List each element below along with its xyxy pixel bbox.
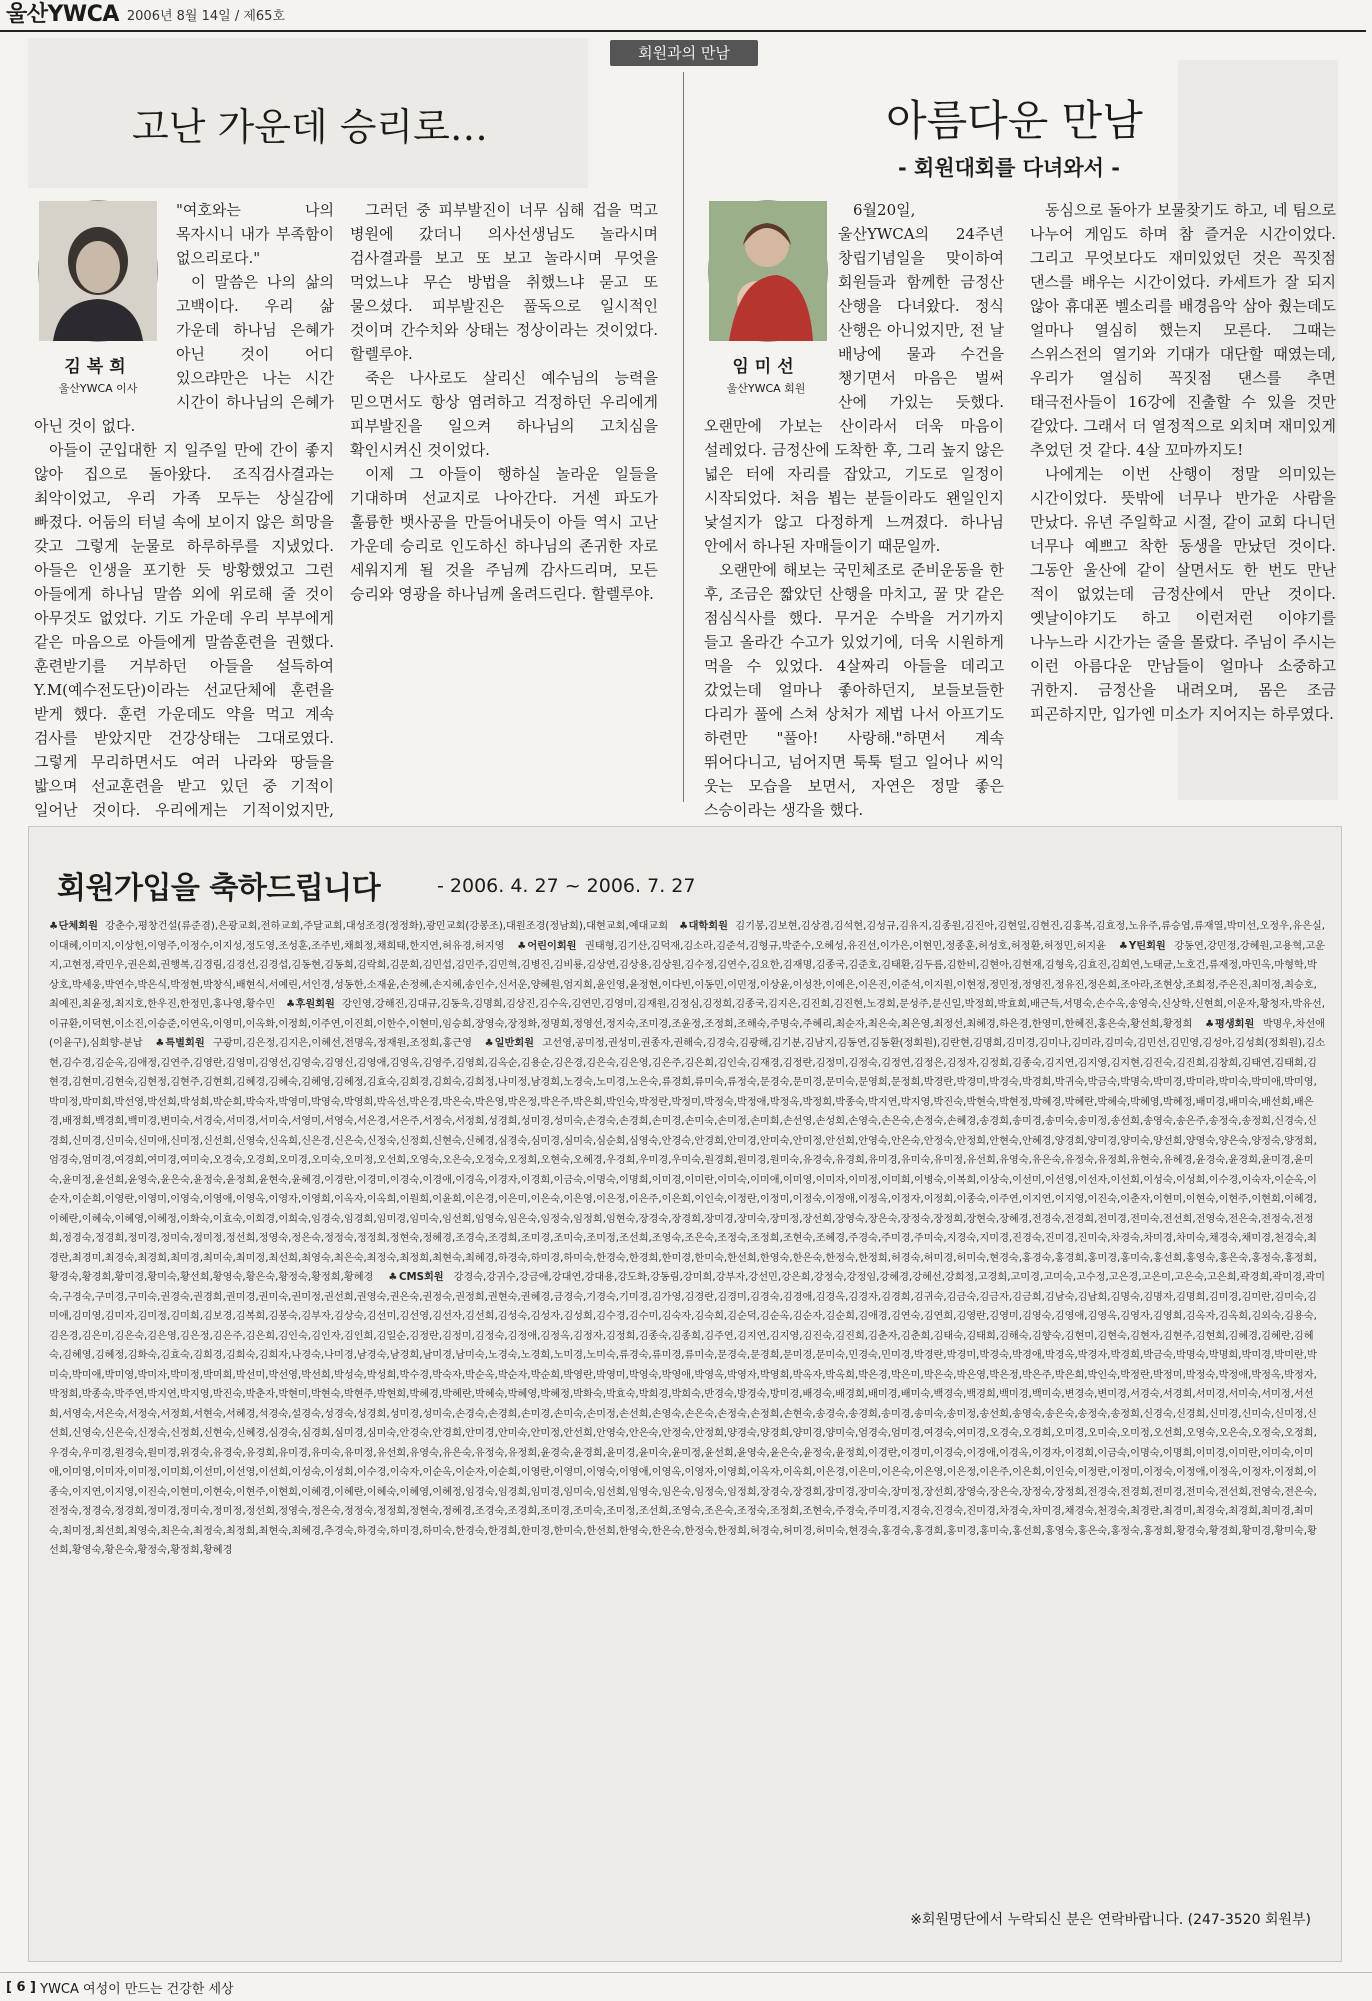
- right-article-column-1: [704, 198, 1004, 819]
- members-list: [49, 917, 1325, 1863]
- left-article-column-1: [34, 198, 334, 819]
- left-article-paragraph: "여호와는 나의 목자시니 내가 부족함이 없으리로다.": [176, 201, 334, 267]
- member-names: 구광미,김은정,김지은,이혜선,전명옥,정재원,조정희,홍근영: [213, 1038, 472, 1049]
- member-names: 권태형,김기산,김덕재,김소라,김준석,김형규,박준수,오혜성,유진선,이가은,이현민,정종훈,허성호,허정환,허정민,허지윤: [585, 940, 1106, 952]
- member-names: 김기봉,김보현,김상겸,김석현,김성규,김유지,김종원,김진아,김현일,김현진,김홍복,김효정,노유주,류승엽,류재열,박미선,오정우,유은실,이대혜,이미지,이상헌,이영주,이정수,이지성,정도영,조성훈,조주빈,채희정,채희태,한지연,허유경,허지영: [49, 921, 1325, 952]
- right-article-subtitle: - 회원대회를 다녀와서 -: [898, 156, 1120, 180]
- member-category-label: ♣CMS회원: [388, 1272, 444, 1283]
- masthead: [0, 0, 1366, 32]
- member-category-label: ♣어린이회원: [517, 940, 577, 952]
- left-article-paragraph: 그러던 중 피부발진이 너무 심해 겁을 먹고 병원에 갔더니 의사선생님도 놀라시며 검사결과를 보고 또 보고 놀라시며 무엇을 먹었느냐 무슨 방법을 취했느냐 묻고 또 물으셨다. 피부발진은 풀독으로 일시적인 것이며 간수치와 상태는 정상이라는 것이었다. 할렐루야.: [350, 201, 658, 363]
- left-article-paragraph: 이 말씀은 나의 삶의 고백이다. 우리 삶 가운데 하나님 은혜가 아닌 것이 어디 있으랴만은 나는 시간 시간이 하나님의 은혜가 아닌 것이 없다.: [34, 273, 334, 435]
- photo-wrap-space: [34, 198, 176, 398]
- member-names: 강동연,강민정,강혜원,고용혁,고운지,고현정,곽민우,권은희,권행복,김경림,김경선,김경섭,김동현,김동희,김락희,김문희,김민섭,김민주,김민혁,김병진,김비룡,김상연,김상용,김상원,김수정,김연수,김요한,김재명,김종국,김준호,김태환,김두름,김한비,김현아,김현재,김형욱,김효진,김희연,노태균,노호건,류재정,마민옥,마형학,박상호,박세웅,박연수,박은식,박정현,박창식,배현식,서예린,서인경,성동한,소재윤,손정혜,손지혜,송인수,신서운,양혜원,엄지희,윤인영,윤정현,이다빈,이동민,이민정,이상윤,이성찬,이예은,이은진,이준석,이지원,이현정,정민정,정영진,정유진,정은희,조아라,조현상,조희정,주은진,최미정,최승호,최예진,최윤정,최지호,한우진,한정민,홍나영,황수민: [49, 940, 1326, 1010]
- section-label: 회원과의 만남: [610, 40, 758, 66]
- member-names: 강경숙,강귀수,강금애,강대연,강대용,강도화,강동림,강미희,강부자,강선민,강은희,강정숙,강정임,강혜경,강혜선,강희정,고경희,고미경,고미숙,고수정,고은경,고은미,고은숙,고은희,곽경희,곽미경,곽미숙,구경숙,구미경,구미숙,권경숙,권경희,권미경,권미숙,권미정,권선희,권영숙,권은숙,권정숙,권정희,권현숙,권혜경,금경숙,기경숙,기미경,김가영,김경란,김경미,김경숙,김경애,김경옥,김경자,김경희,김귀숙,김금숙,김금자,김금희,김남숙,김남희,김명숙,김명자,김명희,김미경,김미란,김미숙,김미애,김미영,김미자,김미정,김미희,김보경,김복희,김봉숙,김부자,김상숙,김선미,김선영,김선자,김선희,김성숙,김성자,김성희,김수경,김수미,김숙자,김숙희,김순덕,김순옥,김순자,김순희,김애경,김연숙,김연희,김영란,김영미,김영숙,김영애,김영옥,김영자,김영희,김옥자,김옥희,김외숙,김용숙,김은경,김은미,김은숙,김은영,김은정,김은주,김은희,김인숙,김인자,김인희,김일순,김정란,김정미,김정숙,김정애,김정옥,김정자,김정희,김종숙,김종희,김주연,김지연,김지영,김진숙,김진희,김춘자,김춘희,김태숙,김태희,김해숙,김향숙,김현미,김현숙,김현자,김현주,김현희,김혜경,김혜란,김혜숙,김혜영,김혜정,김화숙,김효숙,김희경,김희숙,김희자,나경숙,나미경,남경숙,남경희,남미경,남미숙,노경숙,노경희,노미경,노미숙,류경숙,류미경,류미숙,문경숙,문경희,문미경,문미숙,민경숙,민미경,박경란,박경미,박경숙,박경애,박경옥,박경자,박경희,박금숙,박명숙,박명희,박미경,박미란,박미숙,박미애,박미영,박미자,박미정,박미희,박선미,박선영,박선희,박성숙,박성희,박수경,박숙자,박순옥,박순자,박순희,박영란,박영미,박영숙,박영애,박영옥,박영자,박영희,박옥자,박옥희,박은경,박은미,박은숙,박은영,박은정,박은주,박은희,박인숙,박정란,박정미,박정숙,박정애,박정옥,박정자,박정희,박종숙,박주연,박지연,박지영,박진숙,박춘자,박현미,박현숙,박현주,박현희,박혜경,박혜란,박혜숙,박혜영,박혜정,박화숙,박효숙,박희경,박희숙,반경숙,방경숙,방미경,배경숙,배경희,배미경,배미숙,백경숙,백경희,백미경,백미숙,변경숙,변미경,서경숙,서경희,서미경,서미숙,서미정,서선희,서영숙,서은숙,서정숙,서정희,서현숙,서혜경,석경숙,설경숙,성경숙,성경희,성미경,성미숙,손경숙,손경희,손미경,손미숙,손미정,손선희,손영숙,손은숙,손정숙,손정희,손현숙,송경숙,송경희,송미경,송미숙,송미정,송선희,송영숙,송은숙,송정숙,송정희,신경숙,신경희,신미경,신미숙,신미정,신선희,신영숙,신은숙,신정숙,신정희,신현숙,신혜경,심경숙,심경희,심미경,심미숙,안경숙,안경희,안미경,안미숙,안미정,안선희,안영숙,안은숙,안정숙,안정희,양경숙,양경희,양미경,양미숙,엄경숙,엄미경,여경숙,여미경,오경숙,오경희,오미경,오미숙,오미정,오선희,오영숙,오은숙,오정숙,오정희,우경숙,우미경,원경숙,원미경,위경숙,유경숙,유경희,유미경,유미숙,유미정,유선희,유영숙,유은숙,유정숙,유정희,윤경숙,윤경희,윤미경,윤미숙,윤미정,윤선희,윤영숙,윤은숙,윤정숙,윤정희,이경란,이경미,이경숙,이경애,이경옥,이경자,이경희,이금숙,이명숙,이명희,이미경,이미란,이미숙,이미애,이미영,이미자,이미정,이미희,이선미,이선영,이선희,이성숙,이성희,이수경,이숙자,이순옥,이순자,이순희,이영란,이영미,이영숙,이영애,이영옥,이영자,이영희,이옥자,이옥희,이은경,이은미,이은숙,이은영,이은정,이은주,이은희,이인숙,이정란,이정미,이정숙,이정애,이정옥,이정자,이정희,이종숙,이지연,이지영,이진숙,이현미,이현숙,이현주,이현희,이혜경,이혜란,이혜숙,이혜영,이혜정,임경숙,임경희,임미경,임미숙,임선희,임영숙,임은숙,임정숙,임정희,장경숙,장경희,장미경,장미숙,장미정,장선희,장영숙,장은숙,장정숙,장정희,전경숙,전경희,전미경,전미숙,전선희,전영숙,전은숙,전정숙,정경숙,정경희,정미경,정미숙,정미정,정선희,정영숙,정은숙,정정숙,정정희,정현숙,정혜경,조경숙,조경희,조미경,조미숙,조미정,조선희,조영숙,조은숙,조정숙,조정희,조현숙,주경숙,주미경,지경숙,진경숙,진미경,차경숙,차미경,채경숙,천경숙,최경란,최경미,최경숙,최경희,최미경,최미숙,최미정,최선희,최영숙,최은숙,최정숙,최정희,최현숙,최혜경,추경숙,하경숙,하미경,하미숙,한경숙,한경희,한미경,한미숙,한선희,한영숙,한은숙,한정숙,한정희,허경숙,허미경,허미숙,현경숙,홍경숙,홍경희,홍미경,홍미숙,홍선희,홍영숙,홍은숙,홍정숙,홍정희,황경숙,황경희,황미경,황미숙,황선희,황영숙,황은숙,황정숙,황정희,황혜경: [49, 1272, 1325, 1556]
- members-title: 회원가입을 축하드립니다: [57, 871, 381, 906]
- member-category-label: ♣일반회원: [484, 1038, 535, 1049]
- footer-slogan: YWCA 여성이 만드는 건강한 세상: [40, 1981, 234, 1997]
- member-category-label: ♣Y틴회원: [1118, 940, 1166, 952]
- page-number: [ 6 ]: [6, 1979, 36, 1995]
- left-article-paragraph: 이제 그 아들이 행하실 놀라운 일들을 기대하며 선교지로 나아간다. 거센 파도가 훌륭한 뱃사공을 만들어내듯이 아들 역시 고난 가운데 승리로 인도하신 하나님의 존귀한 자로 세워지게 될 것을 주님께 감사드리며, 모든 승리와 영광을 하나님께 올려드린다. 할렐루야.: [350, 465, 658, 603]
- photo-wrap-space: [704, 198, 838, 398]
- member-names: 강춘수,평창건설(류준겸),은광교회,전하교회,주달교회,대성조경(정정화),광민교회(강봉조),대원조경(정남희),대현교회,예대교회: [105, 921, 669, 932]
- member-names: 고선영,공미정,권성미,권종자,권해숙,김경숙,김광해,김기분,김남지,김동연,김동환(정회원),김란현,김명희,김미경,김미나,김미라,김미숙,김민선,김민영,김성아,김성희(정회원),김소현,김수경,김순옥,김애정,김연주,김영란,김영미,김영선,김영숙,김영신,김영애,김영옥,김영주,김영희,김옥순,김용순,김은경,김은숙,김은영,김은주,김은희,김인숙,김재경,김정란,김정미,김정숙,김정연,김정은,김정자,김정희,김종숙,김지연,김지영,김지현,김진숙,김진희,김창희,김태연,김태희,김현경,김현미,김현숙,김현정,김현주,김현희,김혜경,김혜숙,김혜영,김혜정,김효숙,김희경,김희숙,김희정,나미정,남경희,노경숙,노미경,노은숙,류경희,류미숙,류정숙,문경숙,문미경,문미숙,문영희,문정희,박경란,박경미,박경숙,박경희,박귀숙,박금숙,박명숙,박미경,박미라,박미숙,박미애,박미영,박미정,박미희,박선영,박선희,박성희,박순희,박숙자,박영미,박영숙,박영희,박옥선,박은경,박은숙,박은영,박은정,박은주,박은희,박인숙,박정란,박정미,박정숙,박정애,박정옥,박정희,박종숙,박지연,박지영,박진숙,박현숙,박현정,박혜경,박혜란,박혜숙,박혜영,박혜정,배미경,배미숙,배선희,배은경,배정희,백경희,백미경,변미숙,서경숙,서미경,서미숙,서영미,서영숙,서은경,서은주,서정숙,서정희,성경희,성미경,성미숙,손경숙,손경희,손미경,손미숙,손미정,손미희,손선영,손성희,손영숙,손은숙,손정숙,손혜경,송경희,송미경,송미숙,송미정,송선희,송영숙,송은주,송정숙,송정희,신경숙,신경희,신미경,신미숙,신미애,신미정,신선희,신영숙,신옥희,신은경,신은숙,신정숙,신정희,신현숙,신혜경,심경숙,심미경,심미숙,심순희,심영숙,안경숙,안경희,안미경,안미숙,안미정,안선희,안영숙,안은숙,안정숙,안정희,안현숙,안혜경,양경희,양미경,양미숙,양선희,양영숙,양은숙,양정숙,양정희,엄경숙,엄미경,여경희,여미경,여미숙,오경숙,오경희,오미경,오미숙,오미정,오선희,오영숙,오은숙,오정숙,오정희,오현숙,오혜경,우경희,우미경,우미숙,원경희,원미경,원미숙,유경숙,유경희,유미경,유미숙,유미정,유선희,유영숙,유은숙,유정숙,유정희,유현숙,유혜경,윤경숙,윤경희,윤미경,윤미숙,윤미정,윤선희,윤영숙,윤은숙,윤정숙,윤정희,윤현숙,윤혜경,이경란,이경미,이경숙,이경애,이경옥,이경자,이경희,이금숙,이명숙,이명희,이미경,이미란,이미숙,이미애,이미영,이미자,이미정,이미희,이병숙,이복희,이상숙,이선미,이선영,이선자,이선희,이성숙,이성희,이수경,이숙자,이순옥,이순자,이순희,이영란,이영미,이영숙,이영애,이영옥,이영자,이영희,이옥자,이옥희,이원희,이윤희,이은경,이은미,이은숙,이은영,이은정,이은주,이은희,이인숙,이정란,이정미,이정숙,이정애,이정옥,이정자,이정희,이종숙,이주연,이지연,이지영,이진숙,이춘자,이현미,이현숙,이현주,이현희,이혜경,이혜란,이혜숙,이혜영,이혜정,이화숙,이효숙,이희경,이희숙,임경숙,임경희,임미경,임미숙,임선희,임영숙,임은숙,임정숙,임정희,임현숙,장경숙,장경희,장미경,장미숙,장미정,장선희,장영숙,장은숙,장정숙,장정희,장현숙,장혜경,전경숙,전경희,전미경,전미숙,전선희,전영숙,전은숙,전정숙,전정희,정경숙,정경희,정미경,정미숙,정미정,정선희,정영숙,정은숙,정정숙,정정희,정현숙,정혜경,조경숙,조경희,조미경,조미숙,조미정,조선희,조영숙,조은숙,조정숙,조정희,조현숙,조혜경,주경숙,주미경,주미숙,지경숙,지미경,진경숙,진미경,진미숙,차경숙,차미경,차미숙,채경숙,채미경,천경숙,최경란,최경미,최경숙,최경희,최미경,최미숙,최미정,최선희,최영숙,최은숙,최정숙,최정희,최현숙,최혜경,하경숙,하미경,하미숙,한경숙,한경희,한미경,한미숙,한선희,한영숙,한은숙,한정숙,한정희,허경숙,허미경,허미숙,현경숙,홍경숙,홍경희,홍미경,홍미숙,홍선희,홍영숙,홍은숙,홍정숙,홍정희,황경숙,황경희,황미경,황미숙,황선희,황영숙,황은숙,황정숙,황정희,황혜경: [49, 1038, 1326, 1283]
- left-article-paragraph: 죽은 나사로도 살리신 예수님의 능력을 믿으면서도 항상 염려하고 걱정하던 우리에게 피부발진을 일으켜 하나님의 고치심을 확인시켜신 것이었다.: [350, 369, 658, 459]
- right-article-paragraph: 오랜만에 해보는 국민체조로 준비운동을 한 후, 조금은 짧았던 산행을 마치고, 꿀 맛 같은 점심식사를 했다. 무거운 수박을 거기까지 들고 올라간 수고가 있었기에, 더욱 시원하게 먹을 수 있었다. 4살짜리 아들을 데리고 갔었는데 얼마나 좋아하던지, 보들보들한 다리가 풀에 스쳐 상처가 제법 나서 아프기도 하련만 "풀아! 사랑해."하면서 계속 뛰어다니고, 넘어지면 툭툭 털고 일어나 씨익 웃는 모습을 보면서, 자연은 정말 좋은 스승이라는 생각을 했다.: [704, 561, 1004, 819]
- right-article-paragraph: 나에게는 이번 산행이 정말 의미있는 시간이었다. 뜻밖에 너무나 반가운 사람을 만났다. 유년 주일학교 시절, 같이 교회 다니던 너무나 예쁘고 착한 동생을 만났던 것이다. 그동안 울산에 같이 살면서도 한 번도 만난 적이 없었는데 금정산에서 만난 것이다. 옛날이야기도 하고 이런저런 이야기를 나누느라 시간가는 줄을 몰랐다. 주님이 주시는 이런 아름다운 만남들이 얼마나 소중하고 귀한지. 금정산을 내려오며, 몸은 조금 피곤하지만, 입가엔 미소가 지어지는 하루였다.: [1030, 465, 1336, 723]
- member-category-label: ♣단체회원: [49, 921, 98, 932]
- member-category-label: ♣후원회원: [286, 999, 335, 1010]
- member-names: 박명우,차선애(이윤구),심희향-분납: [49, 1018, 1326, 1049]
- members-contact-note: ※회원명단에서 누락되신 분은 연락바랍니다. (247-3520 회원부): [910, 1912, 1311, 1928]
- member-category-label: ♣평생회원: [1204, 1018, 1255, 1030]
- right-article-paragraph: 동심으로 돌아가 보물찾기도 하고, 네 팀으로 나누어 게임도 하며 참 즐거운 시간이었다. 그리고 무엇보다도 재미있었던 것은 꼭짓점 댄스를 배우는 시간이었다. 카세트가 잘 되지 않아 휴대폰 벨소리를 배경음악 삼아 췄는데도 얼마나 열심히 했는지 모른다. 그때는 스위스전의 열기와 기대가 대단할 때였는데, 우리가 열심히 꼭짓점 댄스를 추면 태극전사들이 16강에 진출할 수 있을 것만 같았다. 그래서 더 열정적으로 외치며 재미있게 추었던 것 같다. 4살 꼬마까지도!: [1030, 201, 1336, 459]
- right-article-title: 아름다운 만남: [886, 96, 1143, 145]
- right-author-role: 울산YWCA 회원: [726, 382, 806, 395]
- member-names: 강인영,강해진,김대규,김동욱,김명희,김상진,김수옥,김연민,김영미,김재원,김정심,김정희,김종국,김지은,김진희,김진현,노경희,문성주,문신일,박정희,박효희,배근득,서명숙,손수옥,송영숙,신상학,신현희,이운자,황청자,박유선,이규환,이덕현,이소진,이승준,이연옥,이영미,이옥화,이정희,이주연,이진희,이한수,이현미,임승희,장영숙,장정화,정명희,정영선,정지숙,조미경,조윤정,조정희,조해숙,주명숙,주혜리,최순자,최은숙,최은영,최정선,최혜경,하은경,한영미,한혜진,홍은숙,황선희,황정희: [49, 999, 1325, 1030]
- new-members-box: [28, 826, 1342, 1962]
- masthead-brand: 울산YWCA: [6, 2, 119, 27]
- members-date-range: - 2006. 4. 27 ~ 2006. 7. 27: [437, 875, 696, 897]
- member-category-label: ♣특별회원: [155, 1038, 205, 1049]
- left-article-column-2: [350, 198, 658, 808]
- masthead-issue: 2006년 8월 14일 / 제65호: [126, 9, 286, 24]
- right-article-paragraph: 6월20일, 울산YWCA의 24주년 창립기념일을 맞이하여 회원들과 함께한 금정산 산행을 다녀왔다. 정식 산행은 아니었지만, 전 날 배낭에 물과 수건을 챙기면서 마음은 벌써 산에 가있는 듯했다. 오랜만에 가보는 산이라서 더욱 마음이 설레었다. 금정산에 도착한 후, 그리 높지 않은 넓은 터에 자리를 잡았고, 기도로 일정이 시작되었다. 처음 뵙는 분들이라도 왠일인지 낯설지가 않고 다정하게 느껴졌다. 하나님 안에서 하나된 자매들이기 때문일까.: [704, 201, 1004, 555]
- right-article-column-2: [1030, 198, 1336, 808]
- page-footer: [0, 1972, 1372, 2001]
- left-article-paragraph: 아들이 군입대한 지 일주일 만에 간이 좋지 않아 집으로 돌아왔다. 조직검사결과는 최악이었고, 우리 가족 모두는 상실감에 빠졌다. 어둠의 터널 속에 보이지 않은 희망을 갖고 그렇게 눈물로 하루하루를 지냈었다. 아들은 인생을 포기한 듯 방황했었고 그런 아들에게 하나님 말씀 외에 위로해 줄 것이 아무것도 없었다. 기도 가운데 우리 부부에게 같은 마음으로 아들에게 말씀훈련을 권했다. 훈련받기를 거부하던 아들을 설득하여 Y.M(예수전도단)이라는 선교단체에 훈련을 받게 했다. 훈련 가운데도 약을 먹고 계속 검사를 받았지만 건강상태는 그대로였다. 그렇게 무리하면서도 여러 나라와 땅들을 밟으며 선교훈련을 받고 있던 중 기적이 일어난 것이다. 우리에게는 기적이었지만,: [34, 441, 334, 819]
- column-divider: [683, 72, 684, 802]
- right-author-name: 임미선: [732, 357, 800, 377]
- left-author-role: 울산YWCA 이사: [58, 382, 138, 395]
- left-article-title: 고난 가운데 승리로…: [132, 105, 488, 149]
- left-author-name: 김복희: [64, 357, 132, 377]
- member-category-label: ♣대학회원: [679, 921, 728, 932]
